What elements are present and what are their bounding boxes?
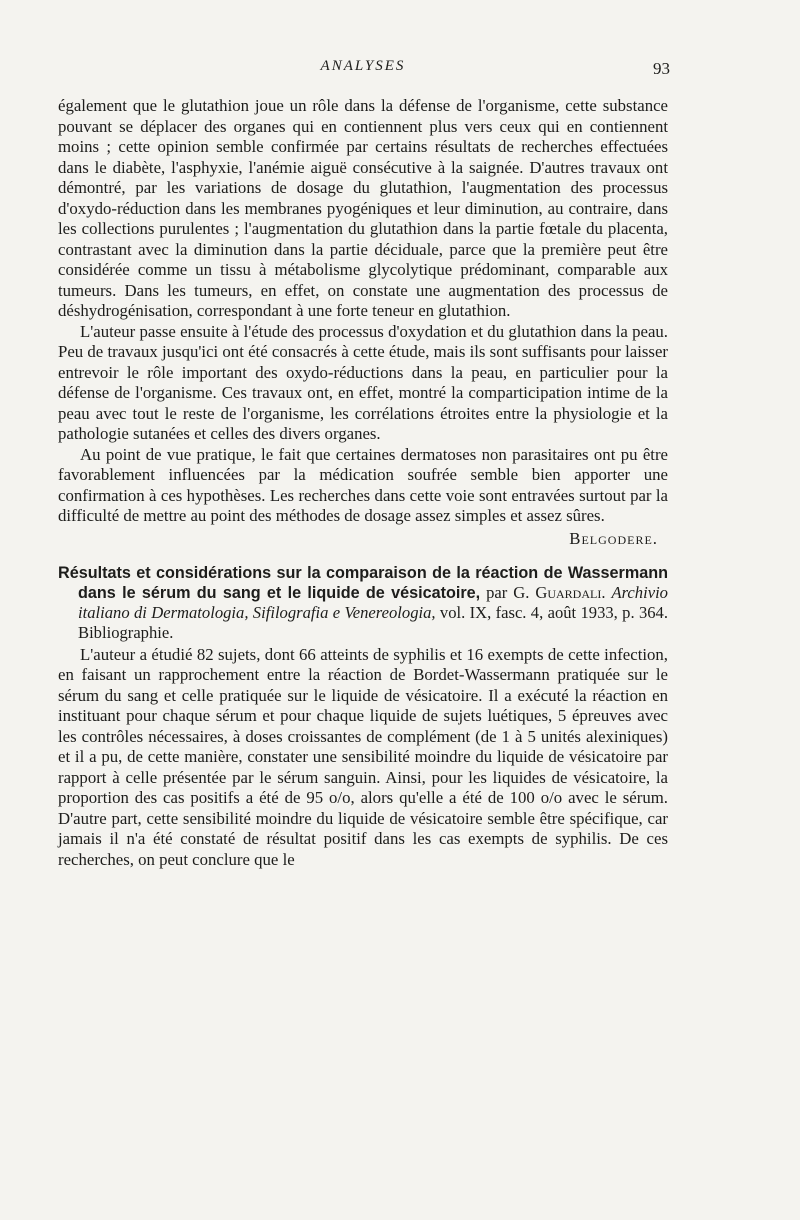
article-body [58, 96, 668, 527]
review-title: Résultats et considérations sur la comparaison de la réaction de Wassermann dans le sérum du sang et le liquide de vésicatoire, [58, 563, 668, 602]
review-body [58, 645, 668, 871]
paragraph-1: également que le glutathion joue un rôle dans la défense de l'organisme, cette substance pouvant se déplacer des organes qui en contiennent plus vers ceux qui en contiennent moins ; cette opinion semble confirmée par certains résultats de recherches effectuées dans le diabète, l'asphyxie, l'anémie aiguë consécutive à la saignée. D'autres travaux ont démontré, par les variations de dosage du glutathion, l'augmentation des processus d'oxydo-réduction dans les membranes pyogéniques et leur diminution, au contraire, dans les collections purulentes ; l'augmentation du glutathion dans la partie fœtale du placenta, contrastant avec la diminution dans la partie déciduale, parce que la première peut être considérée comme un tissu à métabolisme glycolytique prédominant, comparable aux tumeurs. Dans les tumeurs, en effet, on constate une augmentation des processus de déshydrogénisation, correspondant à une forte teneur en glutathion. [58, 96, 668, 320]
review-journal: Archivio italiano di Dermatologia, Sifilografia e Venereologia, [78, 582, 668, 622]
paragraph-3: Au point de vue pratique, le fait que certaines dermatoses non parasitaires ont pu être favorablement influencées par la médication soufrée semble bien apporter une confirmation à ces hypothèses. Les recherches dans cette voie sont entravées surtout par la difficulté de mettre au point des méthodes de dosage assez simples et assez sûres. [58, 444, 668, 525]
running-head [58, 52, 668, 86]
document-page [58, 52, 668, 870]
running-title: ANALYSES [320, 58, 406, 74]
review-author: Guardali. [535, 582, 606, 602]
review-citation: vol. IX, fasc. 4, août 1933, p. 364. Bibliographie. [78, 602, 668, 642]
review-author-prefix: par G. [486, 582, 530, 602]
review-heading [58, 563, 668, 643]
author-signature: Belgodere. [569, 528, 658, 548]
paragraph-2: L'auteur passe ensuite à l'étude des processus d'oxydation et du glutathion dans la peau. Peu de travaux jusqu'ici ont été consacrés à cette étude, mais ils sont suffisants pour laisser entrevoir le rôle important des oxydo-réductions dans la peau, en particulier pour la défense de l'organisme. Ces travaux ont, en effet, montré la comparticipation intime de la peau avec tout le reste de l'organisme, les corrélations étroites entre la physiologie et la pathologie sutanées et celles des divers organes. [58, 321, 668, 443]
review-paragraph: L'auteur a étudié 82 sujets, dont 66 atteints de syphilis et 16 exempts de cette infection, en faisant un rapprochement entre la réaction de Bordet-Wassermann pratiquée sur le sérum du sang et celle pratiquée sur le liquide de vésicatoire. Il a exécuté la réaction en instituant pour chaque sérum et pour chaque liquide de sujets luétiques, 5 épreuves avec les contrôles nécessaires, à doses croissantes de complément (de 1 à 5 unités alexiniques) et il a pu, de cette manière, constater une sensibilité moindre du liquide de vésicatoire par rapport à celle présentée par le sérum sanguin. Ainsi, pour les liquides de vésicatoire, la proportion des cas positifs a été de 95 o/o, alors qu'elle a été de 100 o/o avec le sérum. D'autre part, cette sensibilité moindre du liquide de vésicatoire semble être spécifique, car jamais il n'a été constaté de résultat positif dans les cas exempts de syphilis. De ces recherches, on peut conclure que le [58, 644, 668, 869]
page-number: 93 [653, 59, 670, 78]
